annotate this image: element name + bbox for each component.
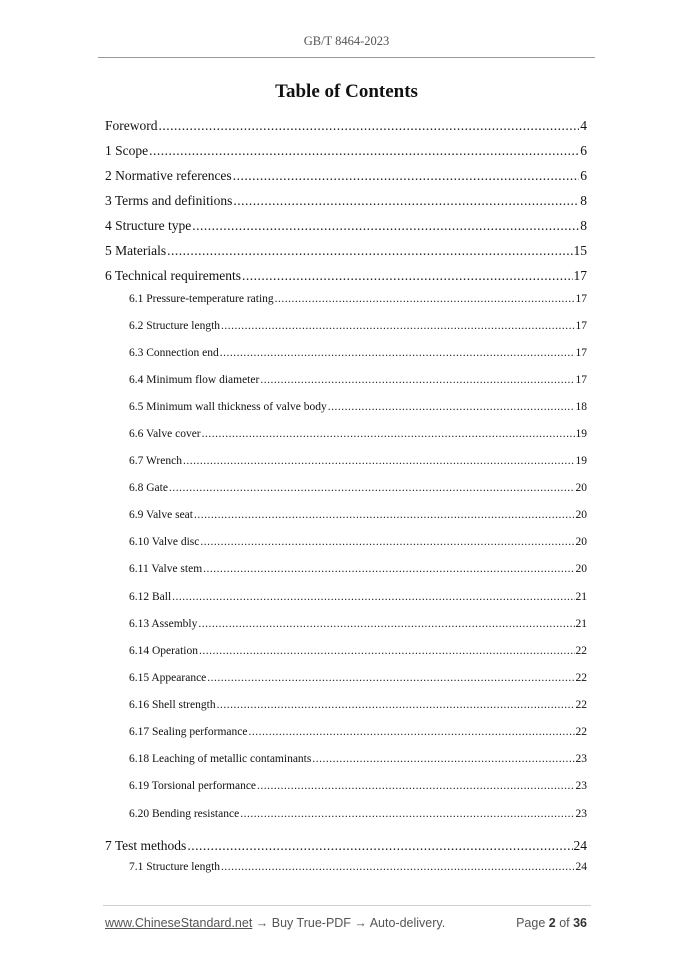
page-footer — [105, 916, 587, 930]
document-id-header: GB/T 8464-2023 — [303, 34, 390, 48]
toc-entry-6-6[interactable]: 6.6 Valve cover ..... 19 — [129, 428, 587, 440]
toc-entry-6-3[interactable]: 6.3 Connection end ..... 17 — [129, 347, 587, 359]
toc-entry-6-19[interactable]: 6.19 Torsional performance ..... 23 — [129, 780, 587, 792]
toc-entry-6-10[interactable]: 6.10 Valve disc ..... 20 — [129, 536, 587, 548]
toc-entry-technical-requirements[interactable]: 6 Technical requirements ..... 17 — [105, 268, 587, 284]
toc-entry-6-4[interactable]: 6.4 Minimum flow diameter ..... 17 — [129, 374, 587, 386]
current-page: 2 — [548, 916, 556, 930]
toc-entry-6-14[interactable]: 6.14 Operation ..... 22 — [129, 645, 587, 657]
toc-entry-6-11[interactable]: 6.11 Valve stem ..... 20 — [129, 563, 587, 575]
toc-entry-6-13[interactable]: 6.13 Assembly ..... 21 — [129, 618, 587, 630]
promo-text: → Buy True-PDF → Auto-delivery. — [252, 916, 446, 930]
footer-divider — [103, 905, 591, 906]
toc-entry-foreword[interactable]: Foreword ..... 4 — [105, 118, 587, 134]
toc-entry-6-15[interactable]: 6.15 Appearance ..... 22 — [129, 672, 587, 684]
footer-promo — [105, 916, 445, 930]
total-pages: 36 — [573, 916, 587, 930]
toc-entry-6-18[interactable]: 6.18 Leaching of metallic contaminants ..... 23 — [129, 753, 587, 765]
toc-entry-6-5[interactable]: 6.5 Minimum wall thickness of valve body ..... 18 — [129, 401, 587, 413]
toc-entry-7-1[interactable]: 7.1 Structure length ..... 24 — [129, 861, 587, 873]
toc-entry-6-12[interactable]: 6.12 Ball ..... 21 — [129, 591, 587, 603]
website-link[interactable]: www.ChineseStandard.net — [105, 916, 253, 930]
toc-entry-6-9[interactable]: 6.9 Valve seat ..... 20 — [129, 509, 587, 521]
toc-entry-6-8[interactable]: 6.8 Gate ..... 20 — [129, 482, 587, 494]
toc-entry-6-20[interactable]: 6.20 Bending resistance ..... 23 — [129, 808, 587, 820]
header-divider — [98, 57, 595, 58]
toc-entry-structure-type[interactable]: 4 Structure type ..... 8 — [105, 218, 587, 234]
toc-title: Table of Contents — [275, 81, 418, 102]
toc-entry-materials[interactable]: 5 Materials ..... 15 — [105, 243, 587, 259]
page-indicator: Page 2 of 36 — [516, 916, 587, 930]
toc-entry-6-17[interactable]: 6.17 Sealing performance ..... 22 — [129, 726, 587, 738]
toc-entry-scope[interactable]: 1 Scope ..... 6 — [105, 143, 587, 159]
toc-entry-terms-and-definitions[interactable]: 3 Terms and definitions ..... 8 — [105, 193, 587, 209]
toc-entry-6-16[interactable]: 6.16 Shell strength ..... 22 — [129, 699, 587, 711]
toc-entry-6-2[interactable]: 6.2 Structure length ..... 17 — [129, 320, 587, 332]
toc-entry-6-7[interactable]: 6.7 Wrench ..... 19 — [129, 455, 587, 467]
toc-entry-6-1[interactable]: 6.1 Pressure-temperature rating ..... 17 — [129, 293, 587, 305]
toc-entry-test-methods[interactable]: 7 Test methods ..... 24 — [105, 838, 587, 854]
toc-entry-normative-references[interactable]: 2 Normative references ..... 6 — [105, 168, 587, 184]
